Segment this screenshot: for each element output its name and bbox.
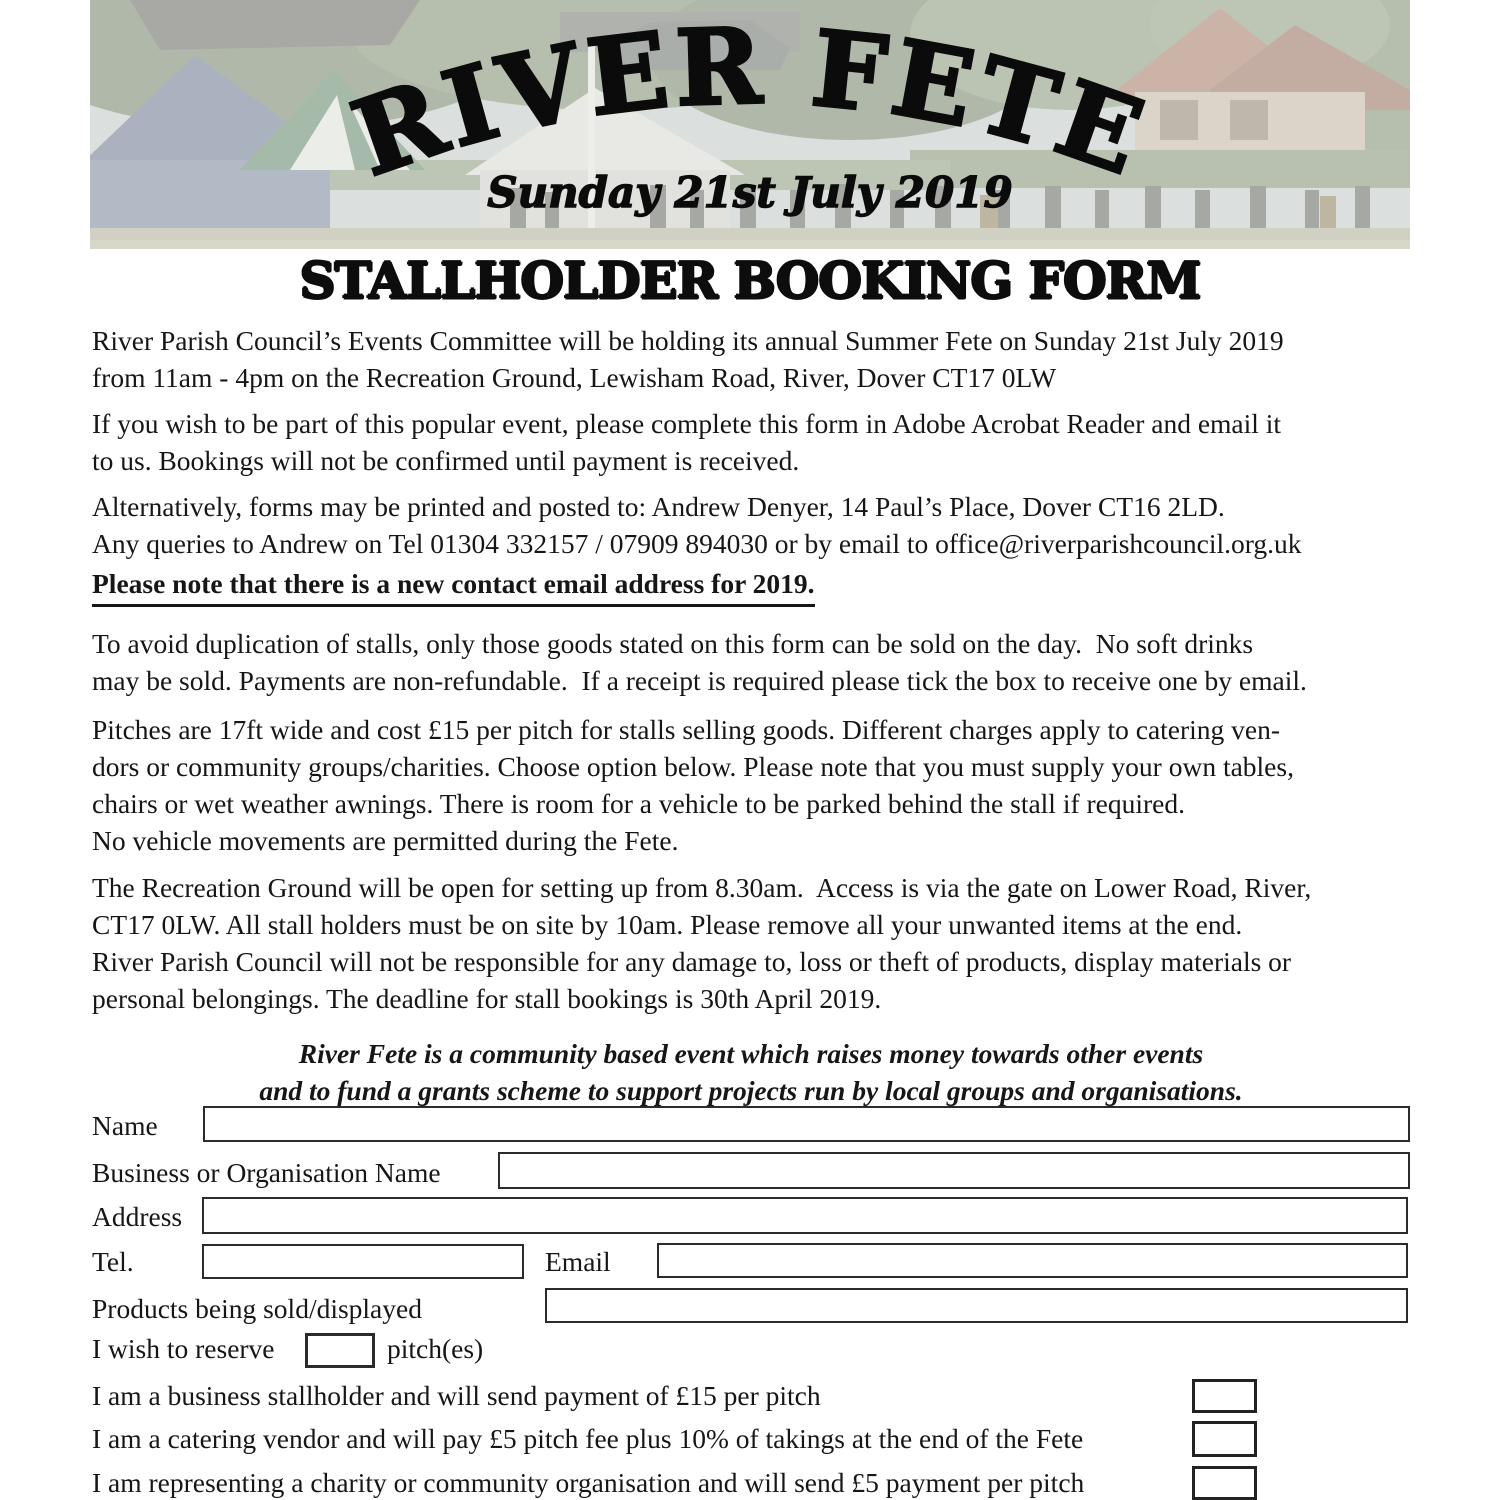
intro-line: from 11am - 4pm on the Recreation Ground, Lewisham Road, River, Dover CT17 0LW xyxy=(92,362,1057,393)
intro-line: River Parish Council’s Events Committee will be holding its annual Summer Fete on Sunday 21st July 2019 xyxy=(92,325,1284,356)
setup-line: personal belongings. The deadline for stall bookings is 30th April 2019. xyxy=(92,983,882,1014)
name-input[interactable] xyxy=(203,1106,1410,1142)
products-input[interactable] xyxy=(545,1288,1408,1323)
rules-paragraph xyxy=(92,625,1410,699)
tel-input[interactable] xyxy=(202,1244,524,1279)
business-name-input[interactable] xyxy=(498,1152,1410,1189)
address-input[interactable] xyxy=(202,1197,1408,1234)
postal-paragraph xyxy=(92,488,1410,562)
catering-vendor-checkbox[interactable] xyxy=(1192,1421,1257,1457)
river-fete-arched-title: RIVER FETE xyxy=(338,4,1162,201)
tel-label: Tel. xyxy=(92,1246,134,1277)
pitches-line: dors or community groups/charities. Choose option below. Please note that you must supply your own tables, xyxy=(92,751,1294,782)
page-title: STALLHOLDER BOOKING FORM xyxy=(299,251,1201,310)
charity-option-label: I am representing a charity or community organisation and will send £5 payment per pitch xyxy=(92,1467,1085,1498)
reserve-pitches-label: I wish to reserve xyxy=(92,1333,275,1364)
intro-paragraph xyxy=(92,322,1410,396)
email-label: Email xyxy=(545,1246,611,1277)
rules-line: may be sold. Payments are non-refundable. If a receipt is required please tick the box to receive one by email. xyxy=(92,665,1307,696)
business-stallholder-option-label: I am a business stallholder and will send payment of £15 per pitch xyxy=(92,1380,821,1411)
catering-vendor-option-label: I am a catering vendor and will pay £5 pitch fee plus 10% of takings at the end of the Fete xyxy=(92,1423,1084,1454)
postal-line: Alternatively, forms may be printed and posted to: Andrew Denyer, 14 Paul’s Place, Dover CT16 2LD. xyxy=(92,491,1225,522)
rules-line: To avoid duplication of stalls, only those goods stated on this form can be sold on the day. No soft drinks xyxy=(92,628,1254,659)
setup-line: The Recreation Ground will be open for setting up from 8.30am. Access is via the gate on Lower Road, River, xyxy=(92,872,1312,903)
name-label: Name xyxy=(92,1110,158,1141)
pitch-count-input[interactable] xyxy=(305,1333,375,1368)
email-input[interactable] xyxy=(657,1243,1408,1278)
setup-line: CT17 0LW. All stall holders must be on site by 10am. Please remove all your unwanted items at the end. xyxy=(92,909,1243,940)
new-email-notice-text: Please note that there is a new contact email address for 2019. xyxy=(92,565,815,607)
header-photo xyxy=(90,0,1410,249)
new-email-notice xyxy=(92,565,1410,607)
pitches-line: chairs or wet weather awnings. There is room for a vehicle to be parked behind the stall if required. xyxy=(92,788,1185,819)
pitches-paragraph xyxy=(92,711,1410,859)
how-to-line: to us. Bookings will not be confirmed until payment is received. xyxy=(92,445,800,476)
charity-checkbox[interactable] xyxy=(1192,1466,1257,1500)
setup-line: River Parish Council will not be responsible for any damage to, loss or theft of products, display materials or xyxy=(92,946,1292,977)
address-label: Address xyxy=(92,1201,183,1232)
products-label: Products being sold/displayed xyxy=(92,1293,422,1324)
fete-date-text: Sunday 21st July 2019 xyxy=(487,168,1013,217)
mission-line: River Fete is a community based event which raises money towards other events xyxy=(298,1038,1204,1069)
mission-line: and to fund a grants scheme to support projects run by local groups and organisations. xyxy=(259,1075,1243,1106)
postal-line: Any queries to Andrew on Tel 01304 332157 / 07909 894030 or by email to office@riverparishcouncil.org.uk xyxy=(92,528,1302,559)
pitches-line: No vehicle movements are permitted during the Fete. xyxy=(92,825,679,856)
pitches-line: Pitches are 17ft wide and cost £15 per pitch for stalls selling goods. Different charges apply to catering ven- xyxy=(92,714,1281,745)
body-text xyxy=(92,322,1410,1118)
how-to-paragraph xyxy=(92,405,1410,479)
how-to-line: If you wish to be part of this popular event, please complete this form in Adobe Acrobat Reader and email it xyxy=(92,408,1282,439)
mission-statement xyxy=(92,1035,1410,1109)
business-stallholder-checkbox[interactable] xyxy=(1192,1379,1257,1413)
pitches-suffix-label: pitch(es) xyxy=(387,1333,484,1364)
setup-paragraph xyxy=(92,869,1410,1017)
business-name-label: Business or Organisation Name xyxy=(92,1157,441,1188)
